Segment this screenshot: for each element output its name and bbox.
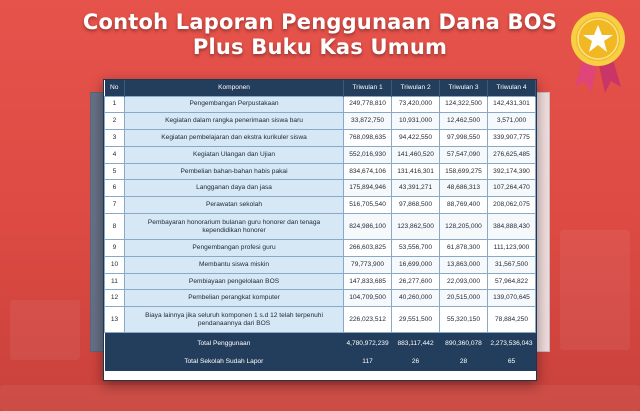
row-q3: 20,515,000 (440, 290, 488, 307)
row-number: 7 (105, 197, 125, 214)
table-row (105, 214, 536, 240)
background-shelf-right (560, 230, 630, 350)
background-floor (0, 385, 640, 411)
header-q1: Triwulan 1 (344, 80, 392, 96)
row-q3: 48,686,313 (440, 180, 488, 197)
row-q4: 57,964,822 (487, 273, 535, 290)
row-number: 13 (105, 307, 125, 333)
row-q4: 107,264,470 (487, 180, 535, 197)
header-component: Komponen (124, 80, 343, 96)
row-q2: 40,260,000 (392, 290, 440, 307)
page-title (0, 10, 640, 60)
row-q2: 16,699,000 (392, 256, 440, 273)
row-number: 6 (105, 180, 125, 197)
table-row (105, 290, 536, 307)
row-number: 8 (105, 214, 125, 240)
header-no: No (105, 80, 125, 96)
title-line-2: Plus Buku Kas Umum (192, 35, 448, 59)
table-row (105, 113, 536, 130)
row-number: 11 (105, 273, 125, 290)
row-q3: 13,863,000 (440, 256, 488, 273)
row-component: Membantu siswa miskin (124, 256, 343, 273)
row-q1: 175,894,946 (344, 180, 392, 197)
header-q2: Triwulan 2 (392, 80, 440, 96)
row-q2: 131,416,301 (392, 163, 440, 180)
row-q2: 10,931,000 (392, 113, 440, 130)
table-row (105, 180, 536, 197)
report-table (104, 80, 536, 371)
table-header-row (105, 80, 536, 96)
star-medal-icon (563, 5, 633, 95)
total-usage-label: Total Penggunaan (105, 333, 344, 353)
row-q2: 43,391,271 (392, 180, 440, 197)
row-q3: 158,699,275 (440, 163, 488, 180)
table-row (105, 256, 536, 273)
background-table-edge (90, 92, 104, 352)
row-q4: 208,062,075 (487, 197, 535, 214)
row-q1: 824,986,100 (344, 214, 392, 240)
row-q1: 768,098,635 (344, 130, 392, 147)
row-q2: 26,277,600 (392, 273, 440, 290)
total-usage-row (105, 333, 536, 353)
row-q4: 384,888,430 (487, 214, 535, 240)
row-q2: 141,460,520 (392, 146, 440, 163)
row-q3: 124,322,500 (440, 96, 488, 113)
row-q4: 111,123,900 (487, 240, 535, 257)
table-row (105, 146, 536, 163)
table-row (105, 96, 536, 113)
row-number: 2 (105, 113, 125, 130)
row-q2: 94,422,550 (392, 130, 440, 147)
row-q1: 249,778,810 (344, 96, 392, 113)
header-q3: Triwulan 3 (440, 80, 488, 96)
row-number: 9 (105, 240, 125, 257)
row-number: 4 (105, 146, 125, 163)
report-table-card (103, 79, 537, 381)
row-q2: 29,551,500 (392, 307, 440, 333)
row-component: Pengembangan Perpustakaan (124, 96, 343, 113)
schools-reported-q3: 28 (440, 353, 488, 371)
row-number: 1 (105, 96, 125, 113)
row-q3: 61,878,300 (440, 240, 488, 257)
row-q3: 97,998,550 (440, 130, 488, 147)
row-component: Pembelian perangkat komputer (124, 290, 343, 307)
row-q1: 226,023,512 (344, 307, 392, 333)
row-component: Pembelian bahan-bahan habis pakai (124, 163, 343, 180)
background-shelf-left (10, 300, 80, 360)
row-component: Kegiatan Ulangan dan Ujian (124, 146, 343, 163)
row-q1: 33,872,750 (344, 113, 392, 130)
row-q3: 55,320,150 (440, 307, 488, 333)
row-q4: 142,431,301 (487, 96, 535, 113)
row-q1: 834,674,106 (344, 163, 392, 180)
header-q4: Triwulan 4 (487, 80, 535, 96)
schools-reported-label: Total Sekolah Sudah Lapor (105, 353, 344, 371)
schools-reported-q4: 65 (487, 353, 535, 371)
row-q1: 104,709,500 (344, 290, 392, 307)
row-number: 3 (105, 130, 125, 147)
row-number: 12 (105, 290, 125, 307)
table-row (105, 130, 536, 147)
row-q3: 88,769,400 (440, 197, 488, 214)
row-q3: 57,547,090 (440, 146, 488, 163)
title-line-1: Contoh Laporan Penggunaan Dana BOS (82, 10, 558, 34)
row-q3: 128,205,000 (440, 214, 488, 240)
table-row (105, 273, 536, 290)
total-usage-q2: 883,117,442 (392, 333, 440, 353)
table-row (105, 240, 536, 257)
table-row (105, 163, 536, 180)
row-q1: 266,603,825 (344, 240, 392, 257)
total-usage-q3: 890,360,078 (440, 333, 488, 353)
schools-reported-q1: 117 (344, 353, 392, 371)
row-q3: 12,462,500 (440, 113, 488, 130)
row-q3: 22,093,000 (440, 273, 488, 290)
row-q4: 31,567,500 (487, 256, 535, 273)
row-q1: 552,016,930 (344, 146, 392, 163)
row-component: Pembayaran honorarium bulanan guru honorer dan tenaga kependidikan honorer (124, 214, 343, 240)
row-q2: 73,420,000 (392, 96, 440, 113)
row-component: Pengembangan profesi guru (124, 240, 343, 257)
row-component: Biaya lainnya jika seluruh komponen 1 s.d 12 telah terpenuhi pendanaannya dari BOS (124, 307, 343, 333)
row-number: 10 (105, 256, 125, 273)
row-number: 5 (105, 163, 125, 180)
row-q2: 97,868,500 (392, 197, 440, 214)
row-q2: 53,556,700 (392, 240, 440, 257)
row-component: Kegiatan dalam rangka penerimaan siswa baru (124, 113, 343, 130)
row-q1: 79,773,900 (344, 256, 392, 273)
row-component: Kegiatan pembelajaran dan ekstra kurikuler siswa (124, 130, 343, 147)
row-component: Pembiayaan pengelolaan BOS (124, 273, 343, 290)
row-q4: 276,625,485 (487, 146, 535, 163)
row-component: Langganan daya dan jasa (124, 180, 343, 197)
row-q4: 339,907,775 (487, 130, 535, 147)
row-q2: 123,862,500 (392, 214, 440, 240)
schools-reported-q2: 26 (392, 353, 440, 371)
row-q4: 78,884,250 (487, 307, 535, 333)
total-usage-q1: 4,780,972,239 (344, 333, 392, 353)
table-row (105, 307, 536, 333)
row-q4: 139,070,645 (487, 290, 535, 307)
schools-reported-row (105, 353, 536, 371)
row-q4: 3,571,000 (487, 113, 535, 130)
row-component: Perawatan sekolah (124, 197, 343, 214)
total-usage-q4: 2,273,536,043 (487, 333, 535, 353)
row-q1: 516,705,540 (344, 197, 392, 214)
row-q4: 392,174,390 (487, 163, 535, 180)
table-row (105, 197, 536, 214)
row-q1: 147,833,685 (344, 273, 392, 290)
